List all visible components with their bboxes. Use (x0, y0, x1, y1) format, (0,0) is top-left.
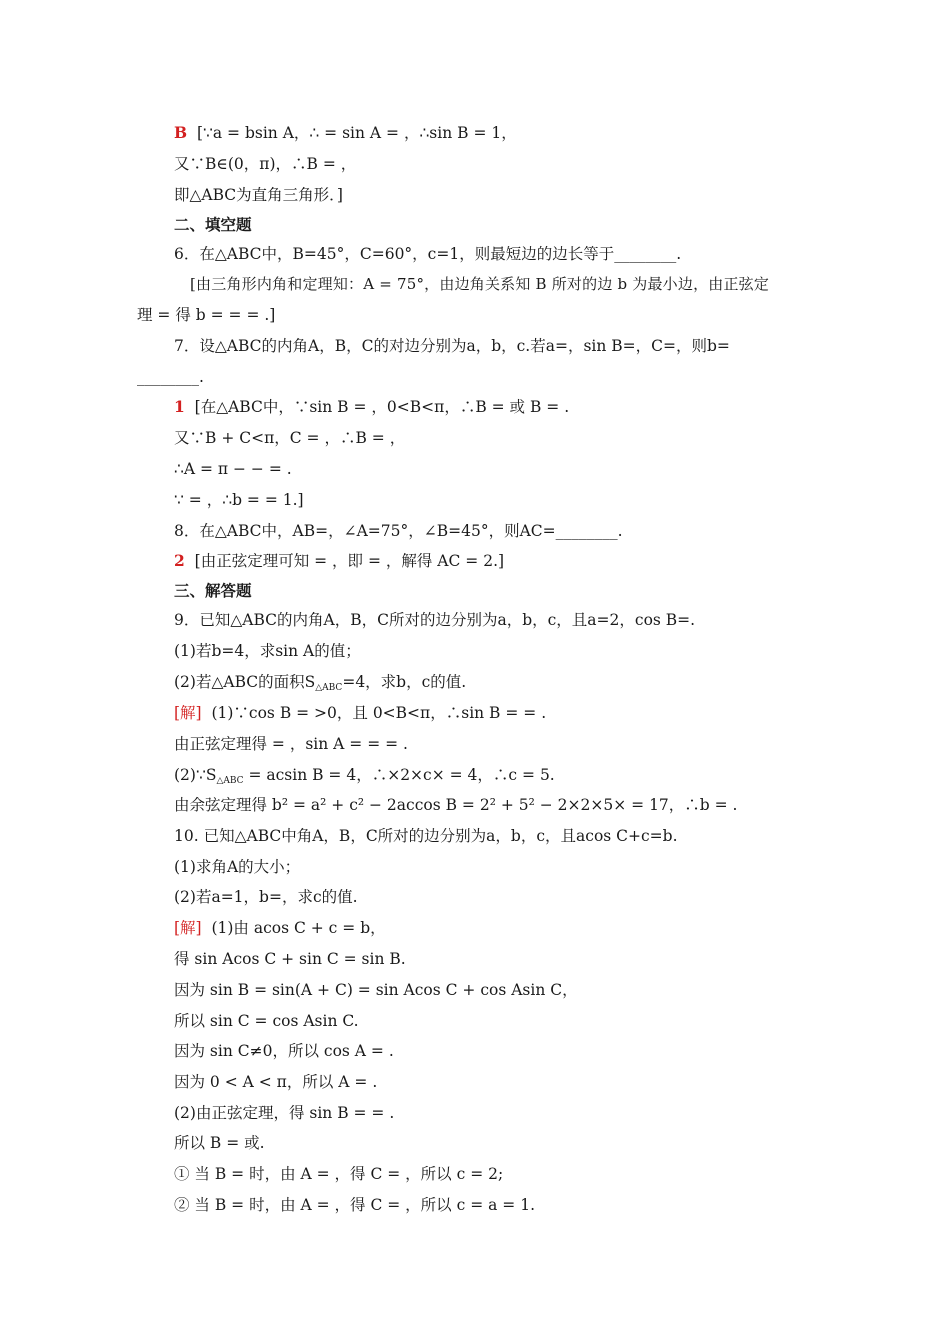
solution-line: 所以 B = 或. (174, 1134, 265, 1152)
solution-line: 因为 sin B = sin(A + C) = sin Acos C + cos Asin C， (174, 981, 578, 999)
solution-text: [在△ABC中，∵sin B = ，0<B<π，∴B = 或 B = . (184, 398, 570, 416)
question-9-part-2: (2)若△ABC的面积$S_{\triangle ABC}=4$，求b，c的值. (174, 673, 467, 693)
area-subscript: △ABC (315, 683, 343, 693)
answer-letter: 1 (174, 397, 185, 416)
solution-line: $(2)\because S_{\triangle ABC} = acsin$ B = 4，∴×2×c× = 4，∴c = 5. (174, 766, 555, 786)
answer-line-5 (174, 122, 517, 144)
solution-text: (1)由 acos C + c = b， (201, 919, 386, 937)
solution-line: 由余弦定理得 b² = a² + c² − 2accos B = 2² + 5² − 2×2×5× = 17，∴b = . (174, 796, 738, 814)
question-9: 9．已知△ABC的内角A，B，C所对的边分别为a，b，c，且a=2，cos B=. (174, 611, 696, 629)
question-7: 7．设△ABC的内角A，B，C的对边分别为a，b，c.若a=，sin B=，C=，则b= (174, 337, 730, 355)
section-heading-fill-blank: 二、填空题 (174, 215, 252, 234)
answer-line-7 (174, 396, 569, 418)
question-8: 8．在△ABC中，AB=，∠A=75°，∠B=45°，则AC=________. (174, 522, 623, 540)
question-10-part-1: (1)求角A的大小； (174, 858, 301, 876)
answer-letter: 2 (174, 551, 185, 570)
area-subscript: △ABC (216, 776, 244, 786)
question-9-part-1: (1)若b=4，求sin A的值； (174, 642, 361, 660)
solution-line: (2)由正弦定理，得 sin B = = . (174, 1104, 395, 1122)
solution-10-start (174, 917, 386, 939)
answer-line-8 (174, 550, 504, 572)
solution-line: 由正弦定理得 = ，sin A = = = . (174, 735, 408, 753)
solution-line: ∵ = ，∴b = = 1.] (174, 491, 304, 509)
solution-line: 即△ABC为直角三角形．] (174, 186, 343, 204)
solution-text: [由正弦定理可知 = ，即 = ，解得 AC = 2.] (184, 552, 505, 570)
solution-line: [由三角形内角和定理知：A = 75°，由边角关系知 B 所对的边 b 为最小边，由正弦定 (190, 275, 770, 293)
question-6: 6．在△ABC中，B=45°，C=60°，c=1，则最短边的边长等于________. (174, 245, 682, 263)
solution-line: 又∵B + C<π，C = ，∴B = ， (174, 429, 406, 447)
solution-text: [∵a = bsin A，∴ = sin A = ，∴sin B = 1， (187, 124, 517, 142)
solution-line: 理 = 得 b = = = .] (137, 306, 276, 324)
question-7-blank: ________. (137, 368, 204, 386)
solution-line: ① 当 B = 时，由 A = ，得 C = ，所以 c = 2; (174, 1165, 504, 1183)
answer-letter: B (174, 123, 188, 142)
solution-line: ∴A = π − − = . (174, 460, 292, 478)
solution-text: (1)∵cos B = >0，且 0<B<π，∴sin B = = . (201, 704, 547, 722)
solution-line: 因为 0 < A < π，所以 A = . (174, 1073, 378, 1091)
solution-line: 又∵B∈(0，π)，∴B = ， (174, 155, 357, 173)
solution-tag: [解] (174, 919, 202, 937)
solution-line: 得 sin Acos C + sin C = sin B. (174, 950, 406, 968)
solution-line: ② 当 B = 时，由 A = ，得 C = ，所以 c = a = 1. (174, 1196, 535, 1214)
question-10: 10. 已知△ABC中角A，B，C所对的边分别为a，b，c，且acos C+c=b. (174, 827, 678, 845)
section-heading-solve: 三、解答题 (174, 581, 252, 600)
solution-9-start (174, 702, 546, 724)
solution-line: 所以 sin C = cos Asin C. (174, 1012, 359, 1030)
solution-line: 因为 sin C≠0，所以 cos A = . (174, 1042, 394, 1060)
solution-tag: [解] (174, 704, 202, 722)
question-10-part-2: (2)若a=1，b=，求c的值. (174, 888, 358, 906)
